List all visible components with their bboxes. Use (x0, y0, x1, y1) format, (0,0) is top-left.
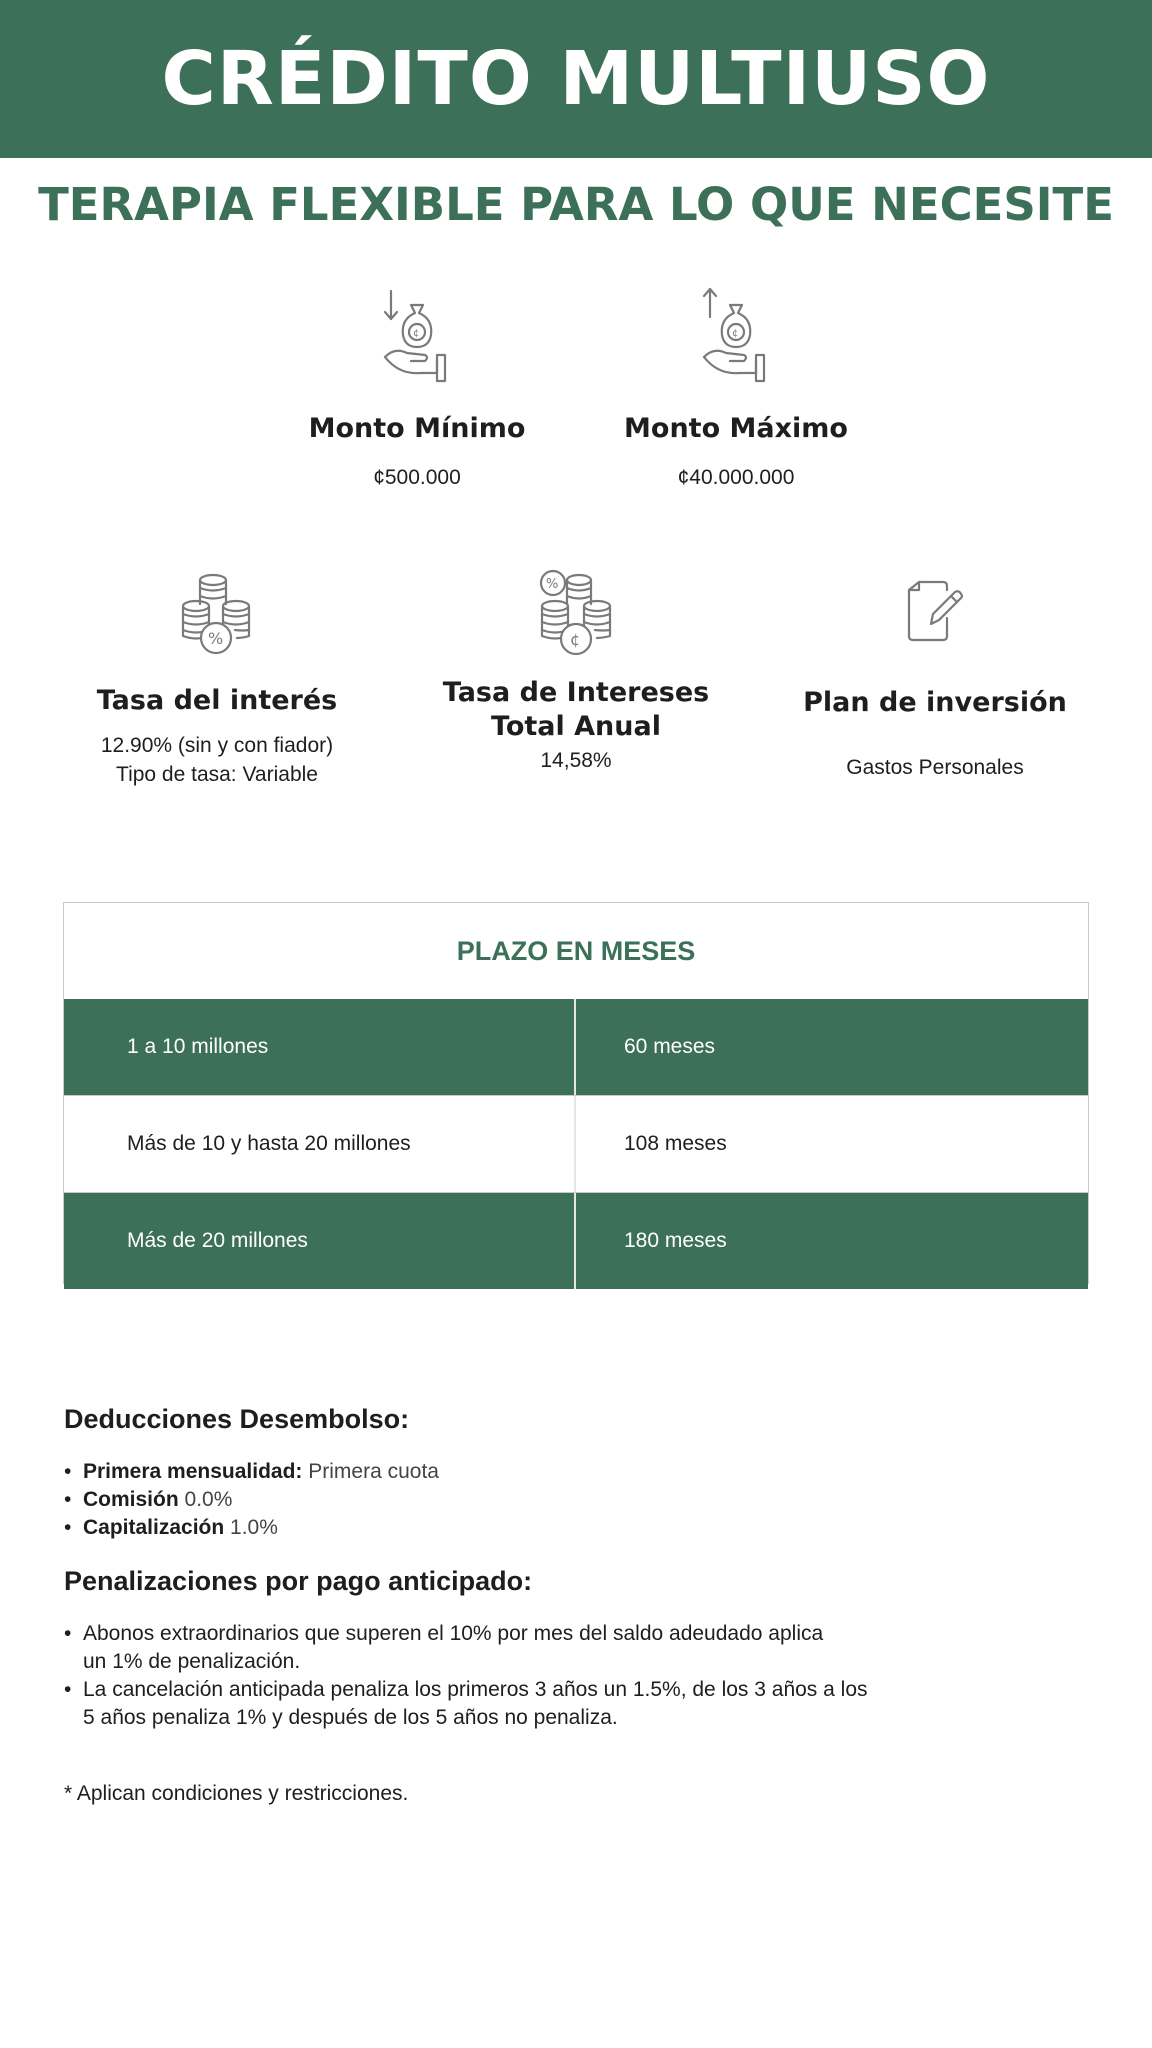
svg-text:¢: ¢ (570, 630, 581, 649)
feature-title: Tasa del interés (96, 685, 338, 716)
penalizaciones-list (64, 1620, 868, 1732)
item-label: Capitalización (83, 1516, 225, 1539)
item-label: Comisión (83, 1488, 179, 1511)
plazo-table (63, 902, 1089, 1284)
svg-text:%: % (208, 629, 224, 648)
feature-monto-minimo (279, 285, 555, 492)
page-subtitle: TERAPIA FLEXIBLE PARA LO QUE NECESITE (38, 178, 1114, 231)
table-cell-range: Más de 10 y hasta 20 millones (64, 1096, 576, 1192)
feature-value: ¢40.000.000 (677, 466, 795, 489)
feature-line: 12.90% (sin y con fiador) (100, 734, 334, 757)
item-value: 1.0% (230, 1516, 278, 1539)
list-item (64, 1458, 439, 1486)
list-item (64, 1620, 868, 1676)
table-cell-term: 60 meses (624, 1035, 716, 1058)
penalizaciones-heading: Penalizaciones por pago anticipado: (64, 1566, 533, 1596)
feature-tasa-total-anual (418, 566, 734, 775)
table-row (64, 1193, 1088, 1289)
feature-value: 14,58% (540, 749, 612, 772)
footnote: * Aplican condiciones y restricciones. (64, 1782, 409, 1805)
item-line: un 1% de penalización. (83, 1650, 301, 1673)
table-cell-term: 108 meses (624, 1132, 727, 1155)
coins-percent-icon (179, 570, 255, 658)
feature-title: Monto Mínimo (308, 413, 526, 444)
item-line: 5 años penaliza 1% y después de los 5 años no penaliza. (83, 1706, 618, 1729)
table-cell-range: Más de 20 millones (64, 1193, 576, 1289)
list-item (64, 1514, 439, 1542)
coins-colon-icon (537, 566, 615, 658)
list-item (64, 1486, 439, 1514)
money-bag-down-hand-icon (381, 285, 453, 385)
deducciones-list (64, 1458, 439, 1542)
table-cell-range: 1 a 10 millones (64, 999, 576, 1095)
money-bag-up-hand-icon (700, 285, 772, 385)
feature-line: Tipo de tasa: Variable (116, 763, 318, 786)
edit-document-icon (903, 578, 967, 644)
item-value: 0.0% (184, 1488, 233, 1511)
feature-title: Monto Máximo (624, 413, 848, 444)
header-banner (0, 0, 1152, 158)
feature-monto-maximo (598, 285, 874, 492)
item-line: La cancelación anticipada penaliza los primeros 3 años un 1.5%, de los 3 años a los (83, 1678, 868, 1701)
feature-value: Gastos Personales (846, 756, 1024, 779)
feature-title: Tasa de Intereses (442, 677, 710, 708)
feature-title: Plan de inversión (803, 687, 1067, 718)
item-value: Primera cuota (308, 1460, 439, 1483)
table-cell-term: 180 meses (624, 1229, 727, 1252)
svg-text:¢: ¢ (732, 328, 739, 339)
feature-title: Total Anual (491, 711, 661, 742)
svg-text:%: % (546, 577, 559, 592)
feature-value: ¢500.000 (373, 466, 461, 489)
feature-tasa-interes (60, 570, 374, 789)
item-label: Primera mensualidad: (83, 1460, 303, 1483)
table-row (64, 1095, 1088, 1193)
deducciones-heading: Deducciones Desembolso: (64, 1404, 410, 1434)
page-title: CRÉDITO MULTIUSO (161, 36, 991, 122)
list-item (64, 1676, 868, 1732)
item-line: Abonos extraordinarios que superen el 10% por mes del saldo adeudado aplica (83, 1622, 824, 1645)
feature-plan-inversion (778, 578, 1092, 782)
table-row (64, 999, 1088, 1095)
svg-text:¢: ¢ (413, 328, 420, 339)
table-header: PLAZO EN MESES (456, 935, 696, 966)
